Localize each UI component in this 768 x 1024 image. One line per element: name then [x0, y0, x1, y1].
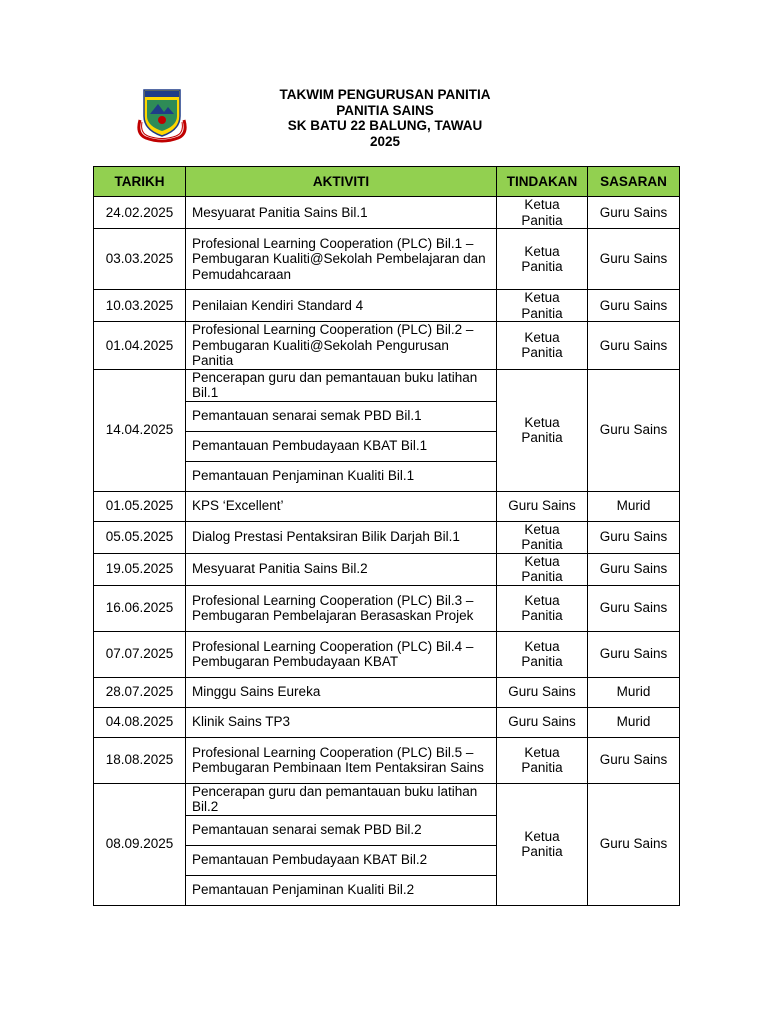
- cell-aktiviti: Pencerapan guru dan pemantauan buku latihan Bil.2: [186, 783, 497, 815]
- cell-sasaran: Murid: [588, 677, 680, 707]
- cell-tindakan: Ketua Panitia: [497, 197, 588, 229]
- cell-sasaran: Guru Sains: [588, 322, 680, 370]
- table-row: [94, 290, 680, 322]
- cell-tarikh: 10.03.2025: [94, 290, 186, 322]
- cell-aktiviti: Pemantauan senarai semak PBD Bil.2: [186, 815, 497, 845]
- school-crest-logo: [132, 86, 192, 144]
- table-row: [94, 197, 680, 229]
- cell-aktiviti: Profesional Learning Cooperation (PLC) Bil.4 – Pembugaran Pembudayaan KBAT: [186, 631, 497, 677]
- calendar-table: [93, 166, 680, 906]
- cell-aktiviti: Profesional Learning Cooperation (PLC) Bil.1 – Pembugaran Kualiti@Sekolah Pembelajaran dan Pemudahcaraan: [186, 229, 497, 290]
- cell-tarikh: 18.08.2025: [94, 737, 186, 783]
- cell-tarikh: 19.05.2025: [94, 553, 186, 585]
- cell-aktiviti: Mesyuarat Panitia Sains Bil.2: [186, 553, 497, 585]
- table-row: [94, 737, 680, 783]
- cell-sasaran: Guru Sains: [588, 197, 680, 229]
- cell-sasaran: Guru Sains: [588, 229, 680, 290]
- column-header-aktiviti: AKTIVITI: [186, 167, 497, 197]
- cell-tindakan: Ketua Panitia: [497, 585, 588, 631]
- cell-aktiviti: Pemantauan Penjaminan Kualiti Bil.1: [186, 461, 497, 491]
- cell-sasaran: Guru Sains: [588, 737, 680, 783]
- cell-aktiviti: Pemantauan Penjaminan Kualiti Bil.2: [186, 875, 497, 905]
- header-line-1: TAKWIM PENGURUSAN PANITIA: [279, 87, 491, 102]
- cell-sasaran: Guru Sains: [588, 783, 680, 905]
- table-header-row: [94, 167, 680, 197]
- cell-sasaran: Guru Sains: [588, 553, 680, 585]
- cell-tindakan: Ketua Panitia: [497, 229, 588, 290]
- cell-tindakan: Ketua Panitia: [497, 290, 588, 322]
- cell-tarikh: 05.05.2025: [94, 521, 186, 553]
- cell-sasaran: Guru Sains: [588, 521, 680, 553]
- table-row: [94, 585, 680, 631]
- document-header: [230, 87, 540, 150]
- table-row: [94, 229, 680, 290]
- cell-tarikh: 03.03.2025: [94, 229, 186, 290]
- cell-aktiviti: Pemantauan senarai semak PBD Bil.1: [186, 401, 497, 431]
- header-line-3: SK BATU 22 BALUNG, TAWAU: [287, 118, 483, 134]
- table-row: [94, 783, 680, 815]
- cell-aktiviti: Pencerapan guru dan pemantauan buku latihan Bil.1: [186, 369, 497, 401]
- header-line-2: PANITIA SAINS: [336, 102, 434, 118]
- cell-aktiviti: Pemantauan Pembudayaan KBAT Bil.1: [186, 431, 497, 461]
- cell-sasaran: Guru Sains: [588, 369, 680, 491]
- cell-tarikh: 01.04.2025: [94, 322, 186, 370]
- cell-tindakan: Guru Sains: [497, 491, 588, 521]
- cell-tindakan: Ketua Panitia: [497, 783, 588, 905]
- cell-tindakan: Ketua Panitia: [497, 631, 588, 677]
- cell-aktiviti: Klinik Sains TP3: [186, 707, 497, 737]
- table-row: [94, 369, 680, 401]
- cell-tindakan: Ketua Panitia: [497, 737, 588, 783]
- table-row: [94, 631, 680, 677]
- cell-aktiviti: Penilaian Kendiri Standard 4: [186, 290, 497, 322]
- table-row: [94, 553, 680, 585]
- cell-aktiviti: Minggu Sains Eureka: [186, 677, 497, 707]
- cell-tindakan: Ketua Panitia: [497, 521, 588, 553]
- column-header-sasaran: SASARAN: [588, 167, 680, 197]
- cell-aktiviti: Profesional Learning Cooperation (PLC) Bil.3 – Pembugaran Pembelajaran Berasaskan Projek: [186, 585, 497, 631]
- column-header-tarikh: TARIKH: [94, 167, 186, 197]
- cell-tindakan: Guru Sains: [497, 707, 588, 737]
- header-year: 2025: [369, 134, 401, 150]
- cell-tindakan: Ketua Panitia: [497, 369, 588, 491]
- cell-tindakan: Guru Sains: [497, 677, 588, 707]
- cell-aktiviti: Pemantauan Pembudayaan KBAT Bil.2: [186, 845, 497, 875]
- cell-tarikh: 07.07.2025: [94, 631, 186, 677]
- cell-tarikh: 24.02.2025: [94, 197, 186, 229]
- cell-tindakan: Ketua Panitia: [497, 553, 588, 585]
- cell-tarikh: 04.08.2025: [94, 707, 186, 737]
- cell-sasaran: Murid: [588, 707, 680, 737]
- cell-tarikh: 28.07.2025: [94, 677, 186, 707]
- cell-sasaran: Guru Sains: [588, 585, 680, 631]
- table-row: [94, 521, 680, 553]
- cell-tarikh: 16.06.2025: [94, 585, 186, 631]
- cell-aktiviti: Dialog Prestasi Pentaksiran Bilik Darjah Bil.1: [186, 521, 497, 553]
- cell-tarikh: 14.04.2025: [94, 369, 186, 491]
- cell-sasaran: Guru Sains: [588, 290, 680, 322]
- table-row: [94, 677, 680, 707]
- cell-aktiviti: Mesyuarat Panitia Sains Bil.1: [186, 197, 497, 229]
- cell-tindakan: Ketua Panitia: [497, 322, 588, 370]
- table-row: [94, 322, 680, 370]
- table-row: [94, 707, 680, 737]
- cell-aktiviti: KPS ‘Excellent’: [186, 491, 497, 521]
- cell-aktiviti: Profesional Learning Cooperation (PLC) Bil.2 – Pembugaran Kualiti@Sekolah Pengurusan Panitia: [186, 322, 497, 370]
- cell-sasaran: Guru Sains: [588, 631, 680, 677]
- cell-tarikh: 01.05.2025: [94, 491, 186, 521]
- cell-sasaran: Murid: [588, 491, 680, 521]
- column-header-tindakan: TINDAKAN: [497, 167, 588, 197]
- cell-aktiviti: Profesional Learning Cooperation (PLC) Bil.5 – Pembugaran Pembinaan Item Pentaksiran Sains: [186, 737, 497, 783]
- table-row: [94, 491, 680, 521]
- cell-tarikh: 08.09.2025: [94, 783, 186, 905]
